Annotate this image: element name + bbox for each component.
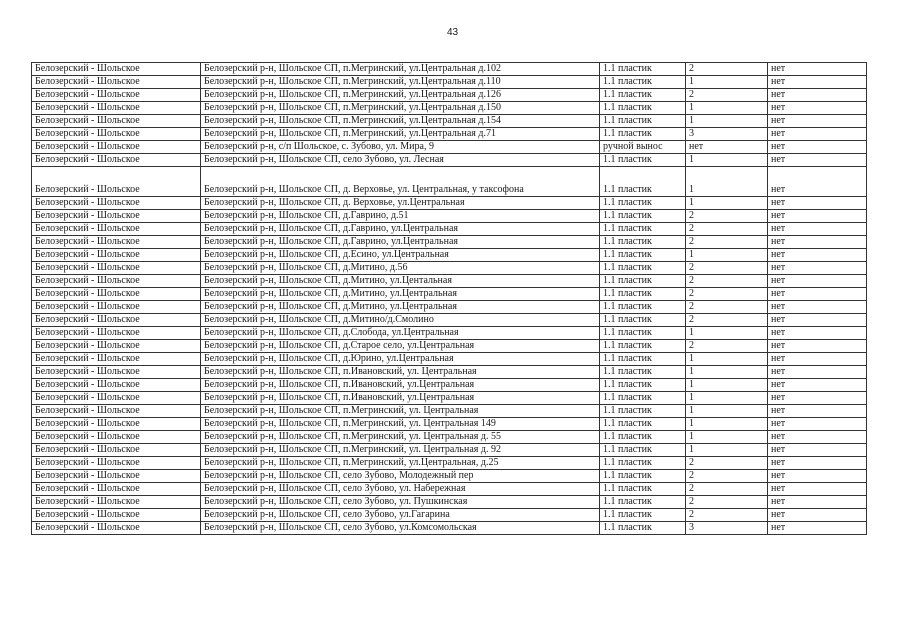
container-type-cell: 1.1 пластик xyxy=(600,115,686,128)
separate-collection-cell: нет xyxy=(768,76,867,89)
address-cell: Белозерский р-н, Шольское СП, д.Митино, ул.Центальная xyxy=(201,275,600,288)
settlement-cell: Белозерский - Шольское xyxy=(32,210,201,223)
address-cell: Белозерский р-н, Шольское СП, село Зубово, ул.Гагарина xyxy=(201,509,600,522)
address-cell: Белозерский р-н, Шольское СП, д.Митино, ул.Центральная xyxy=(201,301,600,314)
container-type-cell: 1.1 пластик xyxy=(600,76,686,89)
settlement-cell: Белозерский - Шольское xyxy=(32,167,201,197)
separate-collection-cell: нет xyxy=(768,197,867,210)
settlement-cell: Белозерский - Шольское xyxy=(32,76,201,89)
settlement-cell: Белозерский - Шольское xyxy=(32,115,201,128)
container-type-cell: 1.1 пластик xyxy=(600,167,686,197)
container-type-cell: 1.1 пластик xyxy=(600,496,686,509)
container-type-cell: 1.1 пластик xyxy=(600,275,686,288)
settlement-cell: Белозерский - Шольское xyxy=(32,522,201,535)
separate-collection-cell: нет xyxy=(768,249,867,262)
table-row xyxy=(32,340,867,353)
container-type-cell: 1.1 пластик xyxy=(600,444,686,457)
container-type-cell: 1.1 пластик xyxy=(600,249,686,262)
container-count-cell: 2 xyxy=(686,470,768,483)
address-cell: Белозерский р-н, Шольское СП, село Зубово, ул.Комсомольская xyxy=(201,522,600,535)
separate-collection-cell: нет xyxy=(768,366,867,379)
settlement-cell: Белозерский - Шольское xyxy=(32,509,201,522)
address-cell: Белозерский р-н, Шольское СП, п.Мегринский, ул. Центральная 149 xyxy=(201,418,600,431)
container-type-cell: 1.1 пластик xyxy=(600,418,686,431)
container-type-cell: 1.1 пластик xyxy=(600,262,686,275)
separate-collection-cell: нет xyxy=(768,275,867,288)
address-cell: Белозерский р-н, Шольское СП, п.Мегринский, ул.Центральная д.154 xyxy=(201,115,600,128)
separate-collection-cell: нет xyxy=(768,509,867,522)
separate-collection-cell: нет xyxy=(768,223,867,236)
settlement-cell: Белозерский - Шольское xyxy=(32,340,201,353)
table-row xyxy=(32,128,867,141)
address-cell: Белозерский р-н, Шольское СП, д. Верховье, ул.Центральная xyxy=(201,197,600,210)
address-cell: Белозерский р-н, Шольское СП, д.Гаврино, ул.Центральная xyxy=(201,223,600,236)
address-cell: Белозерский р-н, Шольское СП, п.Мегринский, ул.Центральная д.110 xyxy=(201,76,600,89)
container-count-cell: 2 xyxy=(686,63,768,76)
container-type-cell: 1.1 пластик xyxy=(600,483,686,496)
settlement-cell: Белозерский - Шольское xyxy=(32,327,201,340)
container-count-cell: 1 xyxy=(686,167,768,197)
container-type-cell: 1.1 пластик xyxy=(600,470,686,483)
address-cell: Белозерский р-н, Шольское СП, д.Старое село, ул.Центральная xyxy=(201,340,600,353)
container-count-cell: 2 xyxy=(686,236,768,249)
address-cell: Белозерский р-н, Шольское СП, село Зубово, ул. Пушкинская xyxy=(201,496,600,509)
container-count-cell: 3 xyxy=(686,522,768,535)
table-row xyxy=(32,496,867,509)
container-count-cell: 2 xyxy=(686,301,768,314)
container-count-cell: 2 xyxy=(686,314,768,327)
separate-collection-cell: нет xyxy=(768,128,867,141)
separate-collection-cell: нет xyxy=(768,210,867,223)
container-count-cell: 2 xyxy=(686,210,768,223)
table-row xyxy=(32,115,867,128)
settlement-cell: Белозерский - Шольское xyxy=(32,197,201,210)
container-type-cell: 1.1 пластик xyxy=(600,379,686,392)
container-count-cell: 1 xyxy=(686,249,768,262)
address-cell: Белозерский р-н, Шольское СП, п.Мегринский, ул.Центральная д.150 xyxy=(201,102,600,115)
separate-collection-cell: нет xyxy=(768,141,867,154)
settlement-cell: Белозерский - Шольское xyxy=(32,431,201,444)
container-count-cell: 1 xyxy=(686,115,768,128)
container-type-cell: 1.1 пластик xyxy=(600,327,686,340)
table-row xyxy=(32,197,867,210)
table-row xyxy=(32,301,867,314)
address-cell: Белозерский р-н, Шольское СП, д.Юрино, ул.Центральная xyxy=(201,353,600,366)
container-type-cell: 1.1 пластик xyxy=(600,154,686,167)
container-count-cell: 1 xyxy=(686,418,768,431)
separate-collection-cell: нет xyxy=(768,522,867,535)
table-row xyxy=(32,418,867,431)
separate-collection-cell: нет xyxy=(768,262,867,275)
separate-collection-cell: нет xyxy=(768,353,867,366)
settlement-cell: Белозерский - Шольское xyxy=(32,496,201,509)
page-number: 43 xyxy=(446,27,459,38)
container-type-cell: 1.1 пластик xyxy=(600,366,686,379)
address-cell: Белозерский р-н, Шольское СП, п.Мегринский, ул. Центральная xyxy=(201,405,600,418)
settlement-cell: Белозерский - Шольское xyxy=(32,392,201,405)
address-cell: Белозерский р-н, с/п Шольское, с. Зубово, ул. Мира, 9 xyxy=(201,141,600,154)
container-type-cell: 1.1 пластик xyxy=(600,89,686,102)
address-cell: Белозерский р-н, Шольское СП, д.Есино, ул.Центральная xyxy=(201,249,600,262)
container-type-cell: 1.1 пластик xyxy=(600,223,686,236)
table-row xyxy=(32,522,867,535)
table-row xyxy=(32,288,867,301)
settlement-cell: Белозерский - Шольское xyxy=(32,366,201,379)
settlement-cell: Белозерский - Шольское xyxy=(32,102,201,115)
container-count-cell: нет xyxy=(686,141,768,154)
container-type-cell: ручной вынос xyxy=(600,141,686,154)
table-row xyxy=(32,167,867,197)
container-type-cell: 1.1 пластик xyxy=(600,63,686,76)
container-type-cell: 1.1 пластик xyxy=(600,392,686,405)
settlement-cell: Белозерский - Шольское xyxy=(32,353,201,366)
table-row xyxy=(32,366,867,379)
address-cell: Белозерский р-н, Шольское СП, д.Митино, ул.Центральная xyxy=(201,288,600,301)
address-cell: Белозерский р-н, Шольское СП, п.Ивановский, ул. Центральная xyxy=(201,366,600,379)
settlement-cell: Белозерский - Шольское xyxy=(32,314,201,327)
container-count-cell: 2 xyxy=(686,509,768,522)
separate-collection-cell: нет xyxy=(768,379,867,392)
table-row xyxy=(32,89,867,102)
address-cell: Белозерский р-н, Шольское СП, п.Мегринский, ул.Центральная д.71 xyxy=(201,128,600,141)
table-row xyxy=(32,210,867,223)
table-row xyxy=(32,154,867,167)
container-count-cell: 2 xyxy=(686,288,768,301)
container-count-cell: 1 xyxy=(686,102,768,115)
table-row xyxy=(32,457,867,470)
container-count-cell: 1 xyxy=(686,327,768,340)
table-row xyxy=(32,102,867,115)
settlement-cell: Белозерский - Шольское xyxy=(32,128,201,141)
container-type-cell: 1.1 пластик xyxy=(600,522,686,535)
address-cell: Белозерский р-н, Шольское СП, п.Ивановский, ул.Центральная xyxy=(201,379,600,392)
container-type-cell: 1.1 пластик xyxy=(600,236,686,249)
address-cell: Белозерский р-н, Шольское СП, п.Мегринский, ул. Центральная д. 92 xyxy=(201,444,600,457)
separate-collection-cell: нет xyxy=(768,327,867,340)
container-type-cell: 1.1 пластик xyxy=(600,353,686,366)
address-cell: Белозерский р-н, Шольское СП, п.Ивановский, ул.Центральная xyxy=(201,392,600,405)
table-row xyxy=(32,262,867,275)
container-count-cell: 1 xyxy=(686,154,768,167)
table-body xyxy=(32,63,867,535)
address-cell: Белозерский р-н, Шольское СП, село Зубово, ул. Набережная xyxy=(201,483,600,496)
settlement-cell: Белозерский - Шольское xyxy=(32,457,201,470)
container-type-cell: 1.1 пластик xyxy=(600,197,686,210)
settlement-cell: Белозерский - Шольское xyxy=(32,470,201,483)
table-row xyxy=(32,275,867,288)
container-count-cell: 3 xyxy=(686,128,768,141)
container-type-cell: 1.1 пластик xyxy=(600,314,686,327)
address-cell: Белозерский р-н, Шольское СП, п.Мегринский, ул.Центральная, д.25 xyxy=(201,457,600,470)
separate-collection-cell: нет xyxy=(768,431,867,444)
address-cell: Белозерский р-н, Шольское СП, д.Митино/д.Смолино xyxy=(201,314,600,327)
settlement-cell: Белозерский - Шольское xyxy=(32,275,201,288)
settlement-cell: Белозерский - Шольское xyxy=(32,288,201,301)
settlement-cell: Белозерский - Шольское xyxy=(32,154,201,167)
container-count-cell: 1 xyxy=(686,405,768,418)
address-cell: Белозерский р-н, Шольское СП, д.Митино, д.56 xyxy=(201,262,600,275)
table-row xyxy=(32,63,867,76)
container-type-cell: 1.1 пластик xyxy=(600,431,686,444)
table-row xyxy=(32,483,867,496)
separate-collection-cell: нет xyxy=(768,236,867,249)
separate-collection-cell: нет xyxy=(768,483,867,496)
table-row xyxy=(32,353,867,366)
address-cell: Белозерский р-н, Шольское СП, д.Гаврино, д.51 xyxy=(201,210,600,223)
container-count-cell: 1 xyxy=(686,379,768,392)
separate-collection-cell: нет xyxy=(768,154,867,167)
container-count-cell: 1 xyxy=(686,76,768,89)
separate-collection-cell: нет xyxy=(768,392,867,405)
table-row xyxy=(32,249,867,262)
container-sites-table xyxy=(31,62,867,535)
container-type-cell: 1.1 пластик xyxy=(600,128,686,141)
container-count-cell: 1 xyxy=(686,431,768,444)
separate-collection-cell: нет xyxy=(768,115,867,128)
settlement-cell: Белозерский - Шольское xyxy=(32,89,201,102)
table-row xyxy=(32,141,867,154)
separate-collection-cell: нет xyxy=(768,288,867,301)
address-cell: Белозерский р-н, Шольское СП, п.Мегринский, ул.Центральная д.102 xyxy=(201,63,600,76)
address-cell: Белозерский р-н, Шольское СП, п.Мегринский, ул.Центральная д.126 xyxy=(201,89,600,102)
table-row xyxy=(32,76,867,89)
settlement-cell: Белозерский - Шольское xyxy=(32,483,201,496)
address-cell: Белозерский р-н, Шольское СП, село Зубово, Молодежный пер xyxy=(201,470,600,483)
settlement-cell: Белозерский - Шольское xyxy=(32,249,201,262)
separate-collection-cell: нет xyxy=(768,457,867,470)
container-type-cell: 1.1 пластик xyxy=(600,457,686,470)
separate-collection-cell: нет xyxy=(768,470,867,483)
separate-collection-cell: нет xyxy=(768,167,867,197)
separate-collection-cell: нет xyxy=(768,340,867,353)
container-count-cell: 1 xyxy=(686,353,768,366)
separate-collection-cell: нет xyxy=(768,63,867,76)
settlement-cell: Белозерский - Шольское xyxy=(32,141,201,154)
table-row xyxy=(32,444,867,457)
settlement-cell: Белозерский - Шольское xyxy=(32,236,201,249)
container-count-cell: 1 xyxy=(686,366,768,379)
container-count-cell: 2 xyxy=(686,89,768,102)
separate-collection-cell: нет xyxy=(768,301,867,314)
address-cell: Белозерский р-н, Шольское СП, д.Слобода, ул.Центральная xyxy=(201,327,600,340)
table-row xyxy=(32,379,867,392)
separate-collection-cell: нет xyxy=(768,314,867,327)
table-row xyxy=(32,509,867,522)
separate-collection-cell: нет xyxy=(768,444,867,457)
settlement-cell: Белозерский - Шольское xyxy=(32,405,201,418)
table-row xyxy=(32,223,867,236)
container-count-cell: 1 xyxy=(686,392,768,405)
container-count-cell: 2 xyxy=(686,223,768,236)
table-row xyxy=(32,327,867,340)
table-row xyxy=(32,405,867,418)
address-cell: Белозерский р-н, Шольское СП, д.Гаврино, ул.Центральная xyxy=(201,236,600,249)
container-count-cell: 2 xyxy=(686,275,768,288)
container-count-cell: 1 xyxy=(686,197,768,210)
address-cell: Белозерский р-н, Шольское СП, село Зубово, ул. Лесная xyxy=(201,154,600,167)
separate-collection-cell: нет xyxy=(768,89,867,102)
container-type-cell: 1.1 пластик xyxy=(600,405,686,418)
address-cell: Белозерский р-н, Шольское СП, п.Мегринский, ул. Центральная д. 55 xyxy=(201,431,600,444)
separate-collection-cell: нет xyxy=(768,102,867,115)
table-row xyxy=(32,392,867,405)
settlement-cell: Белозерский - Шольское xyxy=(32,301,201,314)
container-count-cell: 2 xyxy=(686,340,768,353)
container-type-cell: 1.1 пластик xyxy=(600,340,686,353)
separate-collection-cell: нет xyxy=(768,496,867,509)
address-cell: Белозерский р-н, Шольское СП, д. Верховье, ул. Центральная, у таксофона xyxy=(201,167,600,197)
table-row xyxy=(32,314,867,327)
separate-collection-cell: нет xyxy=(768,405,867,418)
container-count-cell: 2 xyxy=(686,483,768,496)
settlement-cell: Белозерский - Шольское xyxy=(32,379,201,392)
settlement-cell: Белозерский - Шольское xyxy=(32,262,201,275)
container-type-cell: 1.1 пластик xyxy=(600,509,686,522)
container-count-cell: 1 xyxy=(686,444,768,457)
container-count-cell: 2 xyxy=(686,262,768,275)
container-type-cell: 1.1 пластик xyxy=(600,288,686,301)
table-row xyxy=(32,470,867,483)
settlement-cell: Белозерский - Шольское xyxy=(32,418,201,431)
container-type-cell: 1.1 пластик xyxy=(600,102,686,115)
container-count-cell: 2 xyxy=(686,457,768,470)
settlement-cell: Белозерский - Шольское xyxy=(32,223,201,236)
table-row xyxy=(32,236,867,249)
container-type-cell: 1.1 пластик xyxy=(600,210,686,223)
table-row xyxy=(32,431,867,444)
container-count-cell: 2 xyxy=(686,496,768,509)
separate-collection-cell: нет xyxy=(768,418,867,431)
settlement-cell: Белозерский - Шольское xyxy=(32,63,201,76)
settlement-cell: Белозерский - Шольское xyxy=(32,444,201,457)
container-type-cell: 1.1 пластик xyxy=(600,301,686,314)
